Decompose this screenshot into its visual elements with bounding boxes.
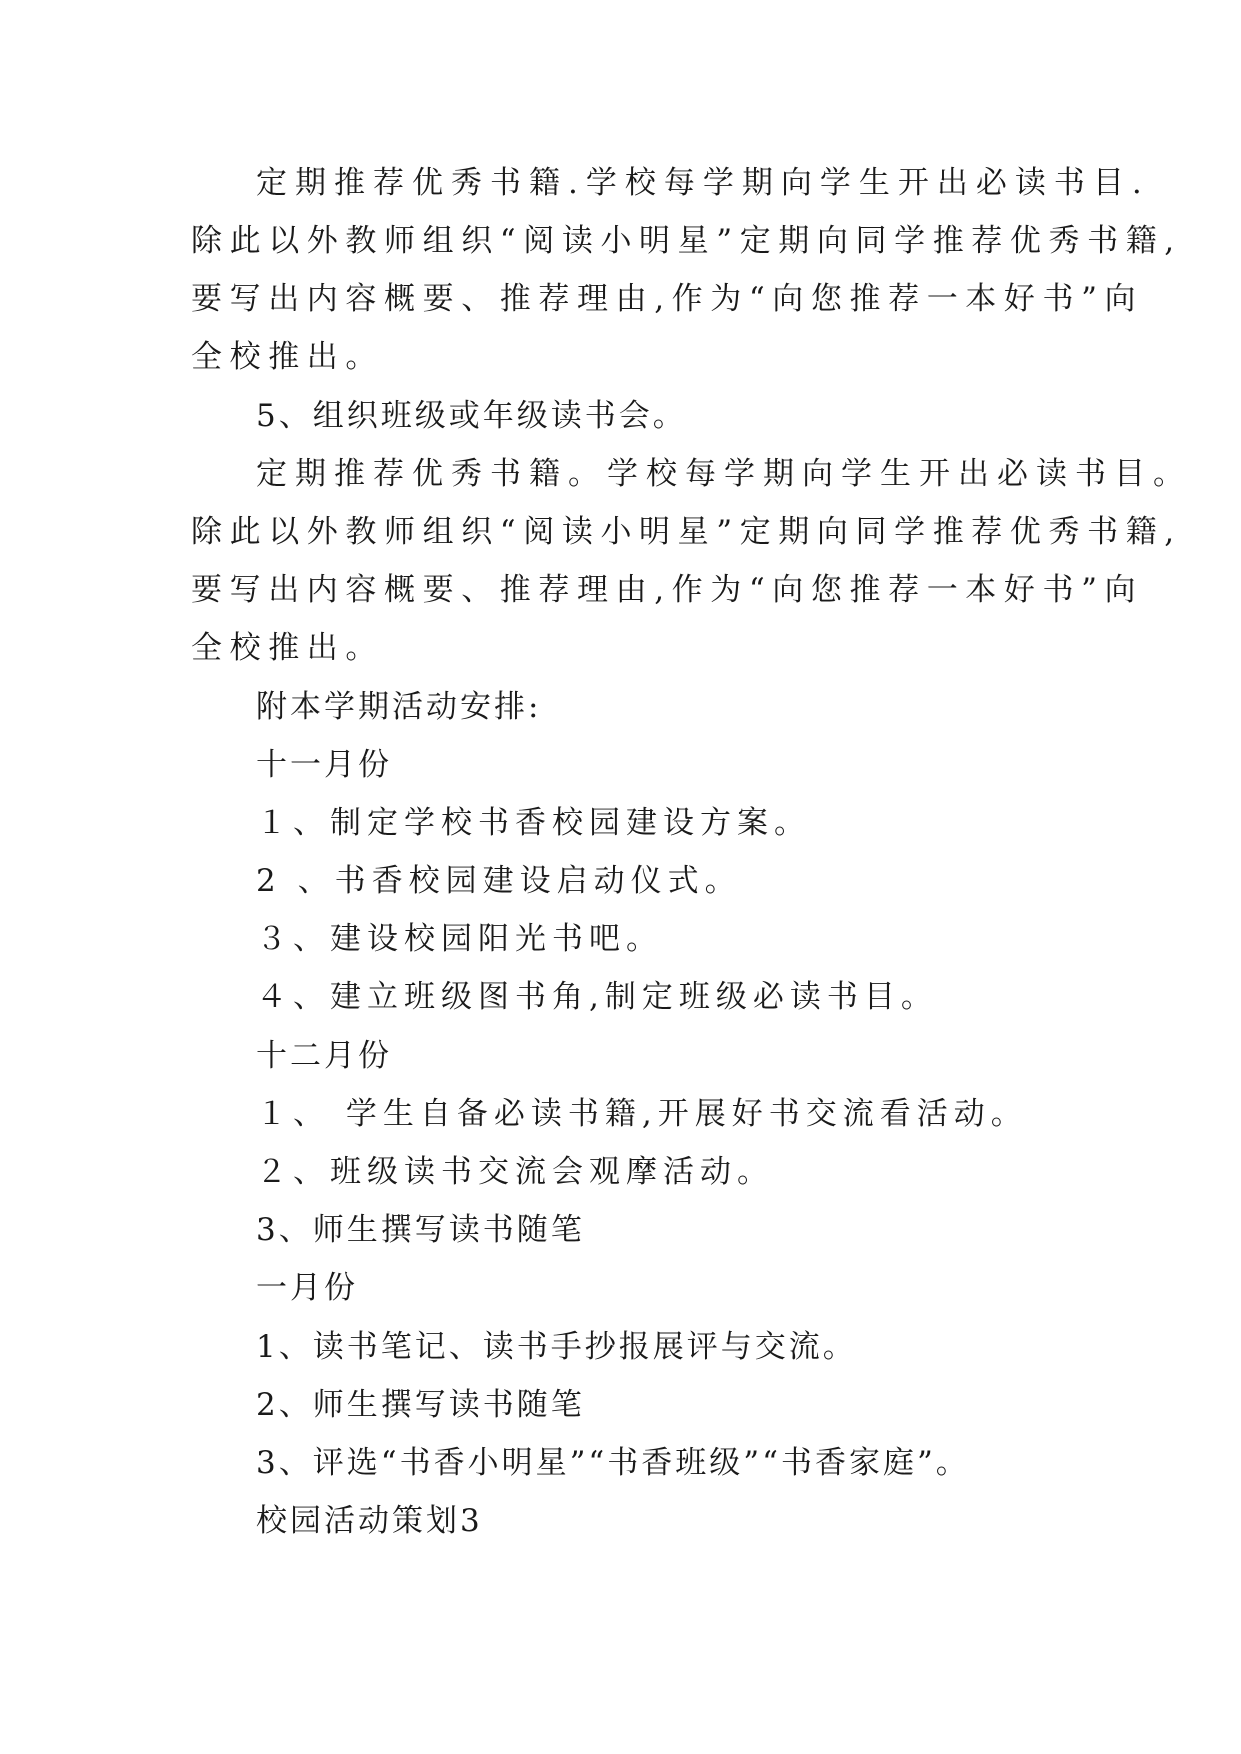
list-item: ４、建立班级图书角,制定班级必读书目。 — [256, 979, 938, 1015]
list-item: 1、读书笔记、读书手抄报展评与交流。 — [256, 1329, 857, 1365]
section-heading: 附本学期活动安排: — [256, 689, 542, 725]
list-item: 3、评选“书香小明星”“书香班级”“书香家庭”。 — [256, 1445, 970, 1481]
paragraph-line: 全校推出。 — [191, 630, 384, 666]
paragraph-line: 全校推出。 — [191, 339, 384, 375]
list-item: １、制定学校书香校园建设方案。 — [256, 805, 811, 841]
month-heading: 十二月份 — [256, 1038, 392, 1074]
paragraph-line: 定期推荐优秀书籍。学校每学期向学生开出必读书目。 — [256, 456, 1192, 492]
month-heading: 一月份 — [256, 1270, 358, 1306]
section-title: 校园活动策划3 — [256, 1503, 483, 1539]
list-item: 5、组织班级或年级读书会。 — [256, 398, 687, 434]
paragraph-line: 要写出内容概要、推荐理由,作为“向您推荐一本好书”向 — [191, 281, 1144, 317]
paragraph-line: 除此以外教师组织“阅读小明星”定期向同学推荐优秀书籍, — [191, 514, 1182, 550]
list-item: ３、建设校园阳光书吧。 — [256, 921, 663, 957]
list-item: ２、班级读书交流会观摩活动。 — [256, 1154, 774, 1190]
list-item: 3、师生撰写读书随笔 — [256, 1212, 585, 1248]
list-item: 2 、书香校园建设启动仪式。 — [256, 863, 742, 899]
list-item: 2、师生撰写读书随笔 — [256, 1387, 585, 1423]
paragraph-line: 要写出内容概要、推荐理由,作为“向您推荐一本好书”向 — [191, 572, 1144, 608]
list-item: １、 学生自备必读书籍,开展好书交流看活动。 — [256, 1096, 1028, 1132]
paragraph-line: 定期推荐优秀书籍.学校每学期向学生开出必读书目. — [256, 165, 1150, 201]
month-heading: 十一月份 — [256, 747, 392, 783]
paragraph-line: 除此以外教师组织“阅读小明星”定期向同学推荐优秀书籍, — [191, 223, 1182, 259]
